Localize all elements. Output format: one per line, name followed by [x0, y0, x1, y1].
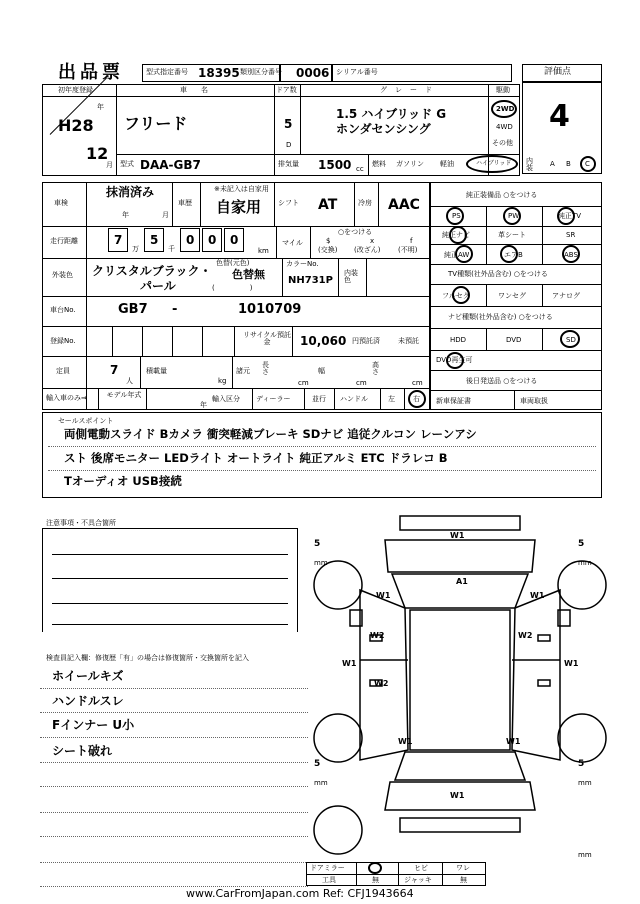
displacement-label: 排気量 [278, 160, 299, 168]
first-reg-month: 12 [86, 144, 109, 163]
dvd-play: DVD再生可 [436, 356, 473, 364]
fuel-gasoline: ガソリン [396, 160, 424, 168]
diag-w1-mid-right: W1 [564, 659, 579, 668]
color-value-line2: パール [140, 279, 176, 293]
color-label: 外装色 [52, 271, 73, 279]
tread-rr: 5 [578, 759, 585, 769]
first-reg-month-unit: 月 [106, 161, 113, 169]
interior-color-label: 内装色 [344, 269, 358, 284]
mileage-d5: 0 [230, 233, 239, 247]
equipment-title: 純正装備品 ○をつける [466, 191, 538, 199]
mile-label: マイル [282, 239, 303, 247]
tv-oneseg: ワンセグ [498, 292, 526, 300]
shift-value: AT [318, 197, 338, 213]
legend-hibi: ヒビ [414, 864, 428, 872]
load-unit: kg [218, 377, 227, 385]
katashiki-label: 型式指定番号 [146, 68, 188, 76]
import-parallel: 並行 [312, 395, 326, 403]
diag-a1: A1 [456, 577, 468, 586]
color-code-value: NH731P [288, 275, 333, 286]
history-label: 車歴 [178, 199, 192, 207]
note-item1: ホイールキズ [52, 669, 124, 683]
load-label: 積載量 [146, 367, 167, 375]
fuel-hybrid: ハイブリッド [476, 160, 512, 167]
inspection-month-unit: 月 [162, 211, 169, 219]
tread-fl-unit: mm [314, 559, 328, 567]
ac-label: 冷房 [358, 199, 372, 207]
mileage-opt2-sym: x [370, 237, 375, 245]
mileage-opt3-sym: f [410, 237, 413, 245]
diag-w2-left: W2 [370, 631, 385, 640]
interior-a: A [550, 160, 555, 168]
doors-value: 5 [284, 117, 293, 131]
first-reg-era: H28 [58, 116, 94, 135]
drive-label: 駆動 [496, 86, 510, 94]
first-reg-year-unit: 年 [97, 103, 104, 111]
size-height: 高さ [372, 361, 379, 376]
after-title: 後日発送品 ○をつける [466, 377, 538, 385]
page-title: 出品票 [58, 62, 124, 83]
drive-other: その他 [492, 139, 513, 147]
handle-label: ハンドル [340, 395, 368, 403]
handle-circle [408, 390, 426, 408]
left-side-shape [360, 590, 408, 760]
mileage-opt1-sym: $ [326, 237, 331, 245]
tread-rr-unit: mm [578, 779, 592, 787]
mileage-d1: 7 [114, 233, 123, 247]
chassis-dash: - [172, 302, 178, 317]
diag-w1-top: W1 [450, 531, 465, 540]
color-change-paren: ( ) [212, 284, 253, 292]
tread-fl: 5 [314, 539, 321, 549]
navi-sd: SD [566, 336, 576, 344]
interior-c: C [585, 160, 590, 168]
size-length: 長さ [262, 361, 269, 376]
interior-b: B [566, 160, 571, 168]
footer-ref: www.CarFromJapan.com Ref: CFJ1943664 [186, 887, 414, 900]
tread-fr-unit: mm [578, 559, 592, 567]
drive-2wd: 2WD [496, 105, 515, 113]
ruibetsu-label: 類別区分番号 [240, 68, 282, 76]
legend-ware: ワレ [456, 864, 470, 872]
model-label: 型式 [120, 160, 134, 168]
mileage-sen: 千 [168, 245, 175, 253]
drive-circle [491, 100, 517, 118]
registration-label: 登録No. [50, 337, 76, 345]
size-width: 幅 [318, 367, 325, 375]
car-name-value: フリード [124, 114, 188, 133]
recycle-status: 円預託済 [352, 337, 380, 345]
navi-hdd: HDD [450, 336, 467, 344]
mileage-d2: 5 [150, 233, 159, 247]
car-damage-diagram [310, 510, 610, 860]
car-name-label: 車名 [180, 86, 222, 94]
serial-label: シリアル番号 [336, 68, 378, 76]
legend-jack-value: 無 [460, 876, 467, 884]
diag-w2-right: W2 [518, 631, 533, 640]
color-code-label: カラーNo. [286, 260, 319, 268]
mileage-circle-note: ○をつける [338, 228, 373, 236]
score-label: 評価点 [544, 67, 572, 77]
after-warranty: 新車保証書 [436, 397, 471, 405]
equip-ps: PS [452, 212, 461, 220]
rear-bumper-shape [400, 818, 520, 832]
chassis-prefix: GB7 [118, 302, 148, 317]
sales-line1: 両側電動スライド Bカメラ 衝突軽減ブレーキ SDナビ 追従クルコン レーンアシ [64, 427, 477, 441]
equip-sr: SR [566, 231, 576, 239]
equip-leather: 革シート [498, 231, 526, 239]
color-change-value: 色替無 [232, 268, 265, 281]
katashiki-value: 18395 [198, 66, 240, 80]
size-label: 諸元 [236, 367, 250, 375]
tread-spare-unit: mm [578, 851, 592, 859]
mileage-km: km [258, 247, 269, 255]
import-label: 輸入車のみ⇒ [46, 394, 87, 402]
color-change-label: 色替(元色) [216, 259, 250, 267]
interior-circle [580, 156, 596, 172]
diag-w1-mid-left: W1 [342, 659, 357, 668]
drive-4wd: 4WD [496, 123, 513, 131]
wheel-rear-right [558, 714, 606, 762]
history-value: 自家用 [216, 198, 262, 216]
interior-label: 内装 [526, 157, 533, 172]
diag-w1-right: W1 [530, 591, 545, 600]
handle-right: 右 [413, 395, 420, 403]
import-model-year: モデル年式 [106, 391, 142, 399]
mileage-opt2: (改ざん) [354, 246, 381, 254]
sales-points-label: セールスポイント [58, 417, 114, 425]
tv-title: TV種類(社外品含む) ○をつける [448, 270, 548, 278]
history-note: ※未記入は自家用 [214, 185, 269, 193]
rear-window-shape [395, 752, 525, 780]
inspection-value: 抹消済み [106, 185, 155, 199]
tread-rl: 5 [314, 759, 321, 769]
equip-airbag: エアB [504, 251, 523, 259]
equip-aw: 純正AW [444, 251, 470, 259]
note-item3: Fインナー U小 [52, 718, 135, 732]
equip-tv: 純正TV [558, 212, 582, 220]
tread-rl-unit: mm [314, 779, 328, 787]
mileage-opt3: (不明) [398, 246, 418, 254]
capacity-unit: 人 [126, 377, 133, 385]
diag-w1-lower-left: W1 [398, 737, 413, 746]
notes-box [42, 528, 298, 632]
roof-shape [410, 610, 510, 750]
fuel-diesel: 軽油 [440, 160, 454, 168]
doors-suffix: D [286, 141, 292, 149]
model-value: DAA-GB7 [140, 158, 201, 172]
wheel-front-right [558, 561, 606, 609]
grade-line1: 1.5 ハイブリッド G [336, 107, 447, 121]
note-item4: シート破れ [52, 744, 113, 758]
size-length-cm: cm [298, 379, 309, 387]
equip-navi: 純正ナビ [442, 231, 470, 239]
recycle-label: リサイクル預託金 [242, 331, 292, 346]
size-width-cm: cm [356, 379, 367, 387]
mileage-man: 万 [132, 245, 139, 253]
size-height-cm: cm [412, 379, 423, 387]
inspection-year-unit: 年 [122, 211, 129, 219]
navi-title: ナビ種類(社外品含む) ○をつける [448, 313, 553, 321]
wheel-front-left [314, 561, 362, 609]
navi-dvd: DVD [506, 336, 522, 344]
chassis-label: 車台No. [50, 306, 76, 314]
score-value: 4 [549, 99, 570, 134]
chassis-number: 1010709 [238, 302, 302, 317]
diag-w2-mid: W2 [374, 679, 389, 688]
displacement-unit: cc [356, 165, 364, 173]
recycle-value: 10,060 [300, 334, 347, 348]
mileage-d4: 0 [208, 233, 217, 247]
diag-w1-lower-right: W1 [506, 737, 521, 746]
right-side-shape [512, 590, 560, 760]
legend-tools-value: 無 [372, 876, 379, 884]
mileage-d3: 0 [186, 233, 195, 247]
first-reg-label: 初年度登録 [58, 86, 93, 94]
wheel-rear-left [314, 714, 362, 762]
spare-wheel [314, 806, 362, 854]
note-item2: ハンドルスレ [52, 694, 124, 708]
fuel-circle [466, 155, 518, 173]
tv-fullseg: フルセグ [442, 292, 470, 300]
mileage-opt1: (交換) [318, 246, 338, 254]
shift-label: シフト [278, 199, 299, 207]
ruibetsu-value: 0006 [296, 66, 330, 80]
grade-label: グレード [380, 86, 440, 94]
inspector-label: 検査員記入欄：修復歴「有」の場合は修復箇所・交換箇所を記入 [46, 654, 249, 662]
capacity-label: 定員 [56, 367, 70, 375]
ac-value: AAC [388, 197, 420, 213]
diag-w1-left: W1 [376, 591, 391, 600]
color-value-line1: クリスタルブラック・ [92, 264, 212, 278]
handle-left: 左 [388, 395, 395, 403]
notes-label: 注意事項・不具合箇所 [46, 519, 116, 527]
front-bumper-shape [400, 516, 520, 530]
import-type-label: 輸入区分 [212, 395, 240, 403]
equip-pw: PW [508, 212, 520, 220]
equip-abs: ABS [564, 251, 578, 259]
recycle-unpaid: 未預託 [398, 337, 419, 345]
sales-line3: Tオーディオ USB接続 [64, 474, 182, 488]
diag-w1-bottom: W1 [450, 791, 465, 800]
displacement-value: 1500 [318, 158, 352, 172]
after-manual: 車両取扱 [520, 397, 548, 405]
mileage-label: 走行距離 [50, 237, 78, 245]
doors-label: ドア数 [276, 86, 297, 94]
import-year-unit: 年 [200, 401, 207, 409]
inspection-label: 車検 [54, 199, 68, 207]
legend-door-mirror: ドアミラー [310, 864, 345, 872]
sales-line2: スト 後席モニター LEDライト オートライト 純正アルミ ETC ドラレコ B [64, 451, 448, 465]
tv-analog: アナログ [552, 292, 580, 300]
grade-line2: ホンダセンシング [336, 122, 431, 136]
fuel-label: 燃料 [372, 160, 386, 168]
legend-circle [368, 862, 382, 874]
legend-tools: 工具 [322, 876, 336, 884]
legend-jack: ジャッキ [404, 876, 432, 884]
import-dealer: ディーラー [256, 395, 291, 403]
tread-fr: 5 [578, 539, 585, 549]
hood-shape [385, 540, 535, 572]
capacity-value: 7 [110, 363, 119, 377]
